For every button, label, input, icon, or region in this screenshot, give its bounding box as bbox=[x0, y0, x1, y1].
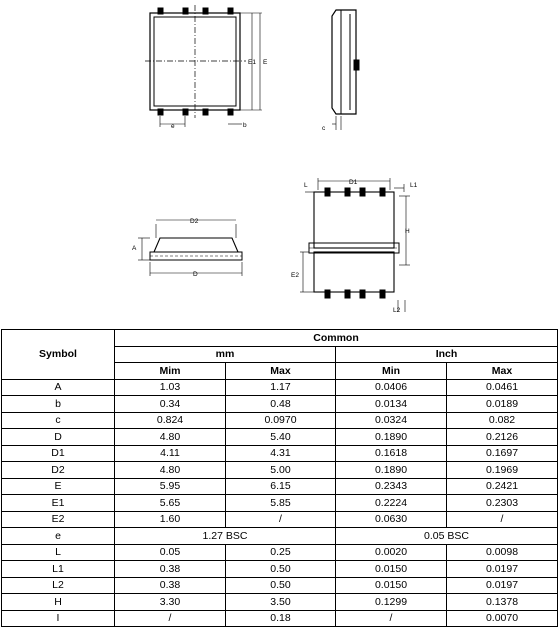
label-E1: E1 bbox=[248, 59, 256, 66]
cell-symbol: D2 bbox=[2, 462, 115, 479]
table-row bbox=[2, 561, 558, 578]
cell-inch-max: 0.2421 bbox=[447, 478, 558, 495]
cell-mm-min: 0.38 bbox=[115, 577, 226, 594]
header-symbol: Symbol bbox=[2, 330, 115, 380]
table-row bbox=[2, 511, 558, 528]
cell-mm-min: 0.05 bbox=[115, 544, 226, 561]
header-inch: Inch bbox=[336, 346, 558, 363]
cell-inch-min: 0.1618 bbox=[336, 445, 447, 462]
cell-symbol: E2 bbox=[2, 511, 115, 528]
cell-inch-min: 0.0630 bbox=[336, 511, 447, 528]
table-row bbox=[2, 610, 558, 627]
cell-inch-max: 0.2303 bbox=[447, 495, 558, 512]
cell-inch-max: 0.1378 bbox=[447, 594, 558, 611]
cell-inch-max: 0.0197 bbox=[447, 577, 558, 594]
cell-inch-min: 0.2224 bbox=[336, 495, 447, 512]
label-D: D bbox=[193, 271, 198, 278]
cell-mm-max: 1.17 bbox=[226, 379, 336, 396]
cell-inch-min: 0.0150 bbox=[336, 561, 447, 578]
table-row bbox=[2, 478, 558, 495]
cell-symbol: E1 bbox=[2, 495, 115, 512]
header-inch-max: Max bbox=[447, 363, 558, 380]
cell-inch-max: 0.0461 bbox=[447, 379, 558, 396]
cell-mm-min: 3.30 bbox=[115, 594, 226, 611]
cell-inch-max: 0.082 bbox=[447, 412, 558, 429]
table-row bbox=[2, 445, 558, 462]
cell-inch-min: 0.0406 bbox=[336, 379, 447, 396]
cell-symbol: I bbox=[2, 610, 115, 627]
header-mm-max: Max bbox=[226, 363, 336, 380]
label-D2: D2 bbox=[190, 218, 199, 225]
table-row bbox=[2, 528, 558, 545]
label-L: L bbox=[304, 182, 308, 189]
cell-mm-max: 0.48 bbox=[226, 396, 336, 413]
cell-symbol: c bbox=[2, 412, 115, 429]
cell-mm-min: 5.95 bbox=[115, 478, 226, 495]
header-mm: mm bbox=[115, 346, 336, 363]
cell-mm-min: 1.03 bbox=[115, 379, 226, 396]
cell-inch-max: 0.0189 bbox=[447, 396, 558, 413]
cell-symbol: E bbox=[2, 478, 115, 495]
cell-mm-max: 0.50 bbox=[226, 561, 336, 578]
cell-mm-min: 0.34 bbox=[115, 396, 226, 413]
dimension-table bbox=[1, 329, 558, 627]
table-row bbox=[2, 462, 558, 479]
table-row bbox=[2, 594, 558, 611]
cell-symbol: L2 bbox=[2, 577, 115, 594]
table-row bbox=[2, 544, 558, 561]
cell-inch-min: 0.1890 bbox=[336, 429, 447, 446]
cell-mm-min: 5.65 bbox=[115, 495, 226, 512]
cell-inch-min: / bbox=[336, 610, 447, 627]
cell-mm-max: 0.25 bbox=[226, 544, 336, 561]
cell-symbol: H bbox=[2, 594, 115, 611]
table-row bbox=[2, 412, 558, 429]
label-L2: L2 bbox=[393, 307, 401, 314]
cell-symbol: A bbox=[2, 379, 115, 396]
cell-mm-max: 0.50 bbox=[226, 577, 336, 594]
table-row bbox=[2, 495, 558, 512]
cell-mm-min: 0.38 bbox=[115, 561, 226, 578]
label-L1: L1 bbox=[410, 182, 418, 189]
cell-mm-min: 4.80 bbox=[115, 429, 226, 446]
cell-inch-min: 0.2343 bbox=[336, 478, 447, 495]
table-row bbox=[2, 396, 558, 413]
cell-mm-span: 1.27 BSC bbox=[115, 528, 336, 545]
table-row bbox=[2, 379, 558, 396]
table-row bbox=[2, 577, 558, 594]
cell-inch-min: 0.0150 bbox=[336, 577, 447, 594]
cell-inch-max: 0.2126 bbox=[447, 429, 558, 446]
cell-inch-min: 0.0134 bbox=[336, 396, 447, 413]
cell-mm-max: 6.15 bbox=[226, 478, 336, 495]
cell-mm-min: 4.80 bbox=[115, 462, 226, 479]
header-inch-min: Min bbox=[336, 363, 447, 380]
cell-symbol: D bbox=[2, 429, 115, 446]
cell-mm-max: 4.31 bbox=[226, 445, 336, 462]
cell-inch-min: 0.0020 bbox=[336, 544, 447, 561]
bottom-view bbox=[291, 178, 418, 314]
label-E2: E2 bbox=[291, 272, 299, 279]
cell-mm-max: 5.85 bbox=[226, 495, 336, 512]
cell-symbol: b bbox=[2, 396, 115, 413]
cell-mm-max: / bbox=[226, 511, 336, 528]
label-H: H bbox=[405, 228, 410, 235]
cell-mm-max: 5.40 bbox=[226, 429, 336, 446]
label-A: A bbox=[132, 245, 137, 252]
header-common: Common bbox=[115, 330, 558, 347]
cell-mm-max: 3.50 bbox=[226, 594, 336, 611]
cell-inch-min: 0.1299 bbox=[336, 594, 447, 611]
cell-mm-min: 1.60 bbox=[115, 511, 226, 528]
label-D1: D1 bbox=[349, 179, 358, 186]
cell-symbol: D1 bbox=[2, 445, 115, 462]
cell-inch-max: 0.1969 bbox=[447, 462, 558, 479]
label-e: e bbox=[171, 123, 175, 130]
cell-symbol: e bbox=[2, 528, 115, 545]
cell-mm-min: / bbox=[115, 610, 226, 627]
cell-mm-min: 0.824 bbox=[115, 412, 226, 429]
table-row bbox=[2, 429, 558, 446]
cell-symbol: L1 bbox=[2, 561, 115, 578]
cell-inch-min: 0.0324 bbox=[336, 412, 447, 429]
label-c: c bbox=[322, 125, 326, 132]
cell-mm-min: 4.11 bbox=[115, 445, 226, 462]
cell-inch-max: 0.0197 bbox=[447, 561, 558, 578]
front-view bbox=[132, 218, 242, 278]
top-view bbox=[145, 5, 268, 130]
label-E: E bbox=[263, 59, 268, 66]
table-body bbox=[2, 379, 558, 627]
cell-inch-max: / bbox=[447, 511, 558, 528]
label-b: b bbox=[243, 122, 247, 129]
cell-mm-max: 0.18 bbox=[226, 610, 336, 627]
cell-mm-max: 5.00 bbox=[226, 462, 336, 479]
cell-inch-max: 0.0070 bbox=[447, 610, 558, 627]
cell-inch-span: 0.05 BSC bbox=[336, 528, 558, 545]
side-view bbox=[322, 10, 359, 132]
cell-symbol: L bbox=[2, 544, 115, 561]
cell-mm-max: 0.0970 bbox=[226, 412, 336, 429]
cell-inch-max: 0.1697 bbox=[447, 445, 558, 462]
cell-inch-max: 0.0098 bbox=[447, 544, 558, 561]
header-mm-min: Mim bbox=[115, 363, 226, 380]
cell-inch-min: 0.1890 bbox=[336, 462, 447, 479]
